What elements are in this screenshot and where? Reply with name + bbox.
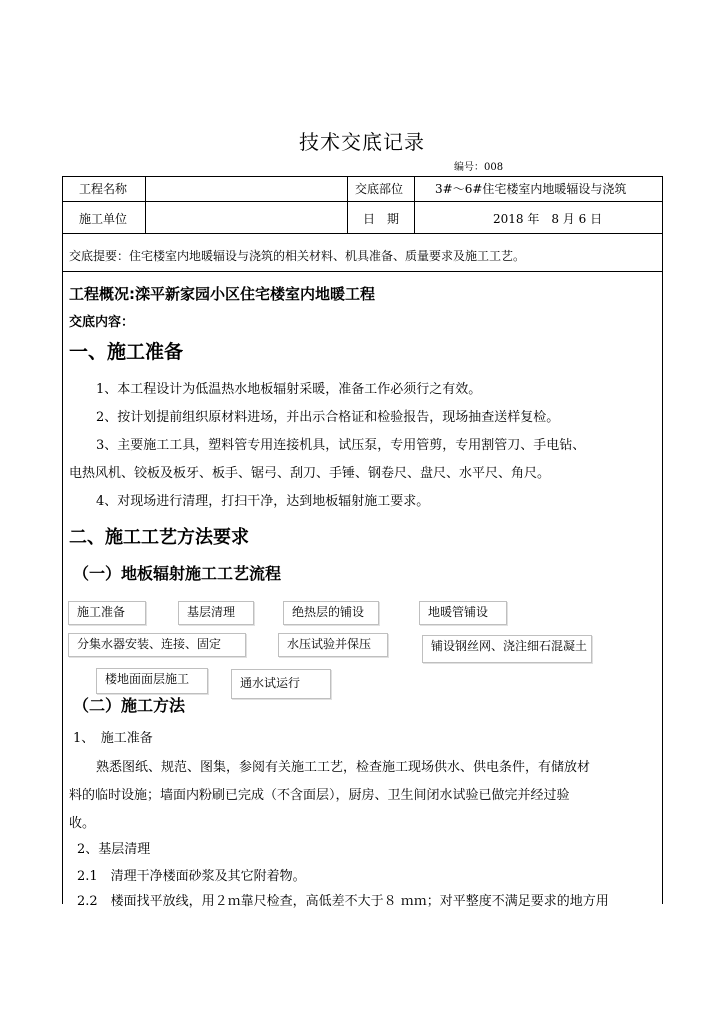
column-divider xyxy=(414,177,415,233)
section2-title: 二、施工工艺方法要求 xyxy=(69,527,249,548)
row-divider xyxy=(63,271,662,272)
flow-step-base-cleaning: 基层清理 xyxy=(178,601,254,625)
date-value: 2018 年 8 月 6 日 xyxy=(493,212,603,226)
method-item-2-1: 2.1 清理干净楼面砂浆及其它附着物。 xyxy=(77,869,306,884)
content-label: 交底内容： xyxy=(69,315,135,330)
method-para-1-line3: 收。 xyxy=(69,816,96,831)
disclosure-form xyxy=(62,176,663,909)
flow-step-insulation: 绝热层的铺设 xyxy=(283,601,379,625)
prep-item-3-cont: 电热风机、铰板及板牙、板手、锯弓、刮刀、手锤、钢卷尺、盘尺、水平尺、角尺。 xyxy=(69,466,551,481)
flow-step-floor-finish: 楼地面面层施工 xyxy=(96,668,208,694)
row-divider xyxy=(63,201,662,202)
construction-unit-label: 施工单位 xyxy=(79,212,128,226)
prep-item-4: 4、对现场进行清理，打扫干净，达到地板辐射施工要求。 xyxy=(96,494,430,509)
method-heading-2: 2、基层清理 xyxy=(77,842,151,857)
date-label: 日 期 xyxy=(363,212,400,226)
prep-item-1: 1、本工程设计为低温热水地板辐射采暖，准备工作必须行之有效。 xyxy=(96,382,482,397)
subsection1-title: （一）地板辐射施工工艺流程 xyxy=(73,564,282,583)
disclosure-summary: 交底提要：住宅楼室内地暖辐设与浇筑的相关材料、机具准备、质量要求及施工工艺。 xyxy=(69,249,526,263)
prep-item-2: 2、按计划提前组织原材料进场，并出示合格证和检验报告，现场抽查送样复检。 xyxy=(96,410,560,425)
row-divider xyxy=(63,233,662,234)
method-heading-1: 1、 施工准备 xyxy=(73,731,153,746)
project-name-label: 工程名称 xyxy=(79,182,128,196)
flow-step-pressure-test: 水压试验并保压 xyxy=(278,633,388,657)
method-para-1-line2: 料的临时设施；墙面内粉刷已完成（不含面层），厨房、卫生间闭水试验已做完并经过验 xyxy=(69,788,570,803)
column-divider xyxy=(347,177,348,233)
disclosure-part-value: 3#～6#住宅楼室内地暖辐设与浇筑 xyxy=(435,182,627,196)
flow-step-pipe-laying: 地暖管铺设 xyxy=(419,601,507,625)
subsection2-title: （二）施工方法 xyxy=(73,696,186,715)
flow-step-mesh-concrete: 铺设钢丝网、浇注细石混凝土 xyxy=(422,635,592,663)
method-item-2-2: 2.2 楼面找平放线，用２ｍ靠尺检查，高低差不大于８ ｍｍ；对平整度不满足要求的地方用 xyxy=(77,894,609,909)
column-divider xyxy=(145,177,146,233)
section1-title: 一、施工准备 xyxy=(69,341,184,363)
method-para-1-line1: 熟悉图纸、规范、图集，参阅有关施工工艺，检查施工现场供水、供电条件，有储放材 xyxy=(96,760,591,775)
project-overview: 工程概况:滦平新家园小区住宅楼室内地暖工程 xyxy=(69,285,376,303)
document-title: 技术交底记录 xyxy=(299,130,425,154)
flow-step-water-trial: 通水试运行 xyxy=(231,669,331,699)
prep-item-3: 3、主要施工工具，塑料管专用连接机具，试压泵，专用管剪，专用割管刀、手电钻、 xyxy=(96,438,586,453)
flow-step-manifold: 分集水器安装、连接、固定 xyxy=(68,633,246,657)
serial-number: 编号：008 xyxy=(454,162,504,173)
disclosure-part-label: 交底部位 xyxy=(355,182,404,196)
flow-step-preparation: 施工准备 xyxy=(68,601,146,625)
